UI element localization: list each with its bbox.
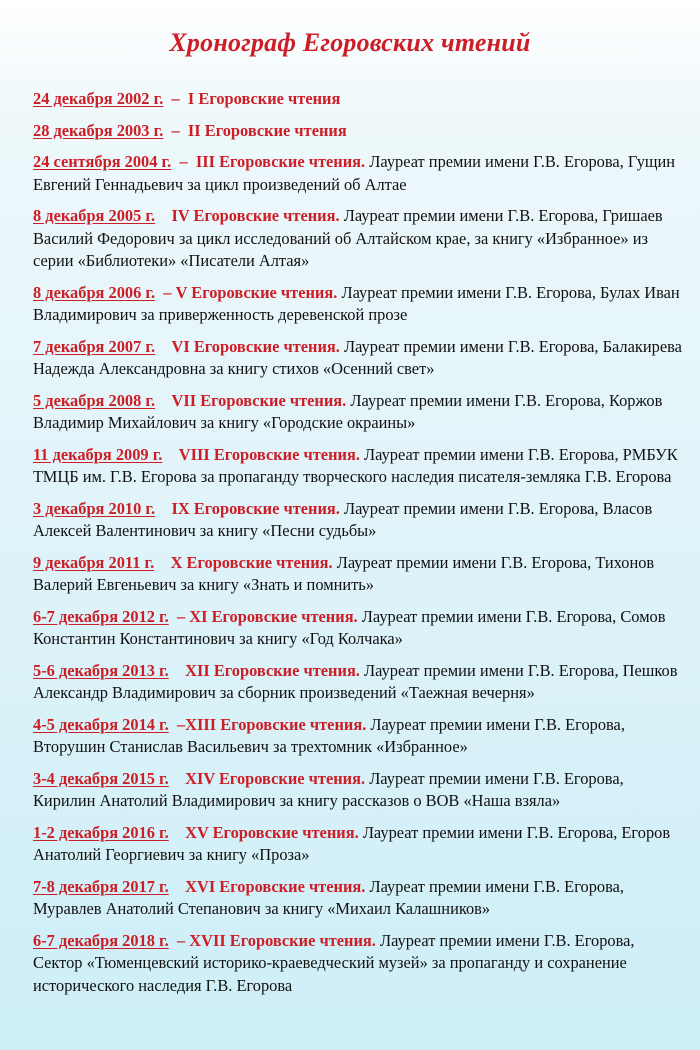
entry-text: Лауреат премии имени Г.В. Егорова, Гришаев Василий Федорович за цикл исследований об Алтайском крае, за книгу «Избранное» из серии «Библиотеки» «Писатели Алтая» xyxy=(33,206,663,270)
list-item xyxy=(33,552,683,597)
list-item xyxy=(33,120,683,143)
entry-date: 3 декабря 2010 г. xyxy=(33,498,156,518)
entry-reading: XVII Егоровские чтения. xyxy=(189,930,376,950)
list-item xyxy=(33,768,683,813)
entry-text: Лауреат премии имени Г.В. Егорова, Балакирева Надежда Александровна за книгу стихов «Осенний свет» xyxy=(33,336,682,378)
entry-reading: VIII Егоровские чтения. xyxy=(178,444,360,464)
list-item xyxy=(33,714,683,759)
list-item xyxy=(33,88,683,111)
list-item xyxy=(33,205,683,273)
list-item xyxy=(33,930,683,998)
entry-date: 7 декабря 2007 г. xyxy=(33,336,156,356)
entry-text: Лауреат премии имени Г.В. Егорова, Тихонов Валерий Евгеньевич за книгу «Знать и помнить» xyxy=(33,552,655,594)
entry-reading: IV Егоровские чтения. xyxy=(171,206,340,225)
list-item xyxy=(33,660,683,705)
entry-reading: VII Егоровские чтения. xyxy=(171,390,347,410)
entry-reading: III Егоровские чтения. xyxy=(195,152,366,171)
entry-text: Лауреат премии имени Г.В. Егорова, РМБУК ТМЦБ им. Г.В. Егорова за пропаганду творческого наследия писателя-земляка Г.В. Егорова xyxy=(33,444,678,486)
entry-dash: – xyxy=(176,930,186,950)
entry-date: 24 декабря 2002 г. xyxy=(33,89,164,108)
list-item xyxy=(33,822,683,867)
entry-reading: IX Егоровские чтения. xyxy=(171,498,340,518)
entry-date: 8 декабря 2006 г. xyxy=(33,282,156,302)
list-item xyxy=(33,444,683,489)
entry-text: Лауреат премии имени Г.В. Егорова, Кирилин Анатолий Владимирович за книгу рассказов о ВОВ «Наша взяла» xyxy=(33,768,624,810)
entry-reading: VI Егоровские чтения. xyxy=(171,336,340,356)
entry-reading: V Егоровские чтения. xyxy=(175,282,338,302)
entry-date: 4-5 декабря 2014 г. xyxy=(33,714,169,734)
entry-text: Лауреат премии имени Г.В. Егорова, Булах Иван Владимирович за приверженность деревенской прозе xyxy=(33,282,680,324)
entry-dash: – xyxy=(163,282,172,302)
entry-dash: – xyxy=(176,714,186,734)
entry-text: Лауреат премии имени Г.В. Егорова, Вторушин Станислав Васильевич за трехтомник «Избранное» xyxy=(33,714,625,756)
entry-text: Лауреат премии имени Г.В. Егорова, Муравлев Анатолий Степанович за книгу «Михаил Калашников» xyxy=(33,876,624,918)
entry-reading: XVI Егоровские чтения. xyxy=(185,876,366,896)
entry-date: 1-2 декабря 2016 г. xyxy=(33,822,169,842)
entry-text: Лауреат премии имени Г.В. Егорова, Егоров Анатолий Георгиевич за книгу «Проза» xyxy=(33,822,671,864)
entry-reading: XI Егоровские чтения. xyxy=(189,606,358,626)
list-item xyxy=(33,876,683,921)
entry-dash: – xyxy=(176,606,186,626)
entry-date: 9 декабря 2011 г. xyxy=(33,552,155,572)
entry-date: 11 декабря 2009 г. xyxy=(33,444,163,464)
entry-dash: – xyxy=(171,89,180,108)
list-item xyxy=(33,498,683,543)
list-item xyxy=(33,151,683,196)
entry-date: 24 сентября 2004 г. xyxy=(33,152,172,171)
entry-reading: XIII Егоровские чтения. xyxy=(185,714,367,734)
entry-date: 8 декабря 2005 г. xyxy=(33,206,156,225)
entry-dash: – xyxy=(171,120,180,140)
entry-text: Лауреат премии имени Г.В. Егорова, Сектор «Тюменцевский историко-краеведческий музей» за пропаганду и сохранение исторического наследия Г.В. Егорова xyxy=(33,930,635,995)
entry-reading: II Егоровские чтения xyxy=(187,120,347,140)
entry-text: Лауреат премии имени Г.В. Егорова, Коржов Владимир Михайлович за книгу «Городские окраины» xyxy=(33,390,663,432)
entry-date: 28 декабря 2003 г. xyxy=(33,120,164,140)
entry-reading: I Егоровские чтения xyxy=(187,89,341,108)
entry-dash: – xyxy=(179,152,188,171)
entry-text: Лауреат премии имени Г.В. Егорова, Власов Алексей Валентинович за книгу «Песни судьбы» xyxy=(33,498,653,540)
chronograph-list xyxy=(33,88,683,1006)
list-item xyxy=(33,282,683,327)
entry-date: 6-7 декабря 2012 г. xyxy=(33,606,169,626)
entry-reading: X Егоровские чтения. xyxy=(170,552,333,572)
entry-text: Лауреат премии имени Г.В. Егорова, Сомов Константин Константинович за книгу «Год Колчака» xyxy=(33,606,666,648)
entry-date: 3-4 декабря 2015 г. xyxy=(33,768,169,788)
entry-text: Лауреат премии имени Г.В. Егорова, Гущин Евгений Геннадьевич за цикл произведений об Алтае xyxy=(33,152,676,194)
list-item xyxy=(33,336,683,381)
list-item xyxy=(33,606,683,651)
entry-date: 6-7 декабря 2018 г. xyxy=(33,930,169,950)
entry-reading: XIV Егоровские чтения. xyxy=(185,768,366,788)
page-title: Хронограф Егоровских чтений xyxy=(169,28,531,57)
entry-date: 7-8 декабря 2017 г. xyxy=(33,876,169,896)
entry-reading: XV Егоровские чтения. xyxy=(185,822,359,842)
entry-date: 5 декабря 2008 г. xyxy=(33,390,156,410)
entry-reading: XII Егоровские чтения. xyxy=(185,660,360,680)
entry-date: 5-6 декабря 2013 г. xyxy=(33,660,169,680)
list-item xyxy=(33,390,683,435)
entry-text: Лауреат премии имени Г.В. Егорова, Пешков Александр Владимирович за сборник произведений «Таежная вечерня» xyxy=(33,660,678,702)
